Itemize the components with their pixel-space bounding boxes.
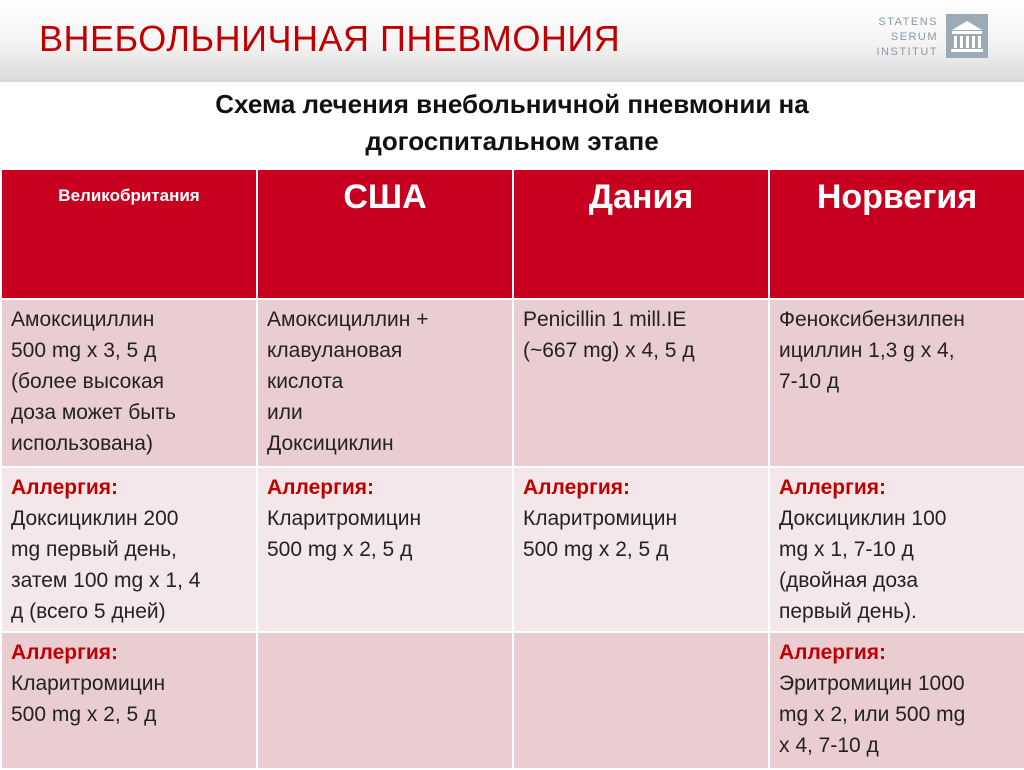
cell-line: mg первый день, [11, 538, 177, 561]
subtitle-line-2: догоспитальном этапе [365, 126, 659, 156]
cell-usa-allergy-1 [257, 467, 513, 632]
cell-line: Кларитромицин [523, 507, 678, 530]
cell-line: Penicillin 1 mill.IE [523, 308, 687, 331]
table-row-allergy-1 [1, 467, 1024, 632]
cell-denmark-first-line [513, 299, 769, 467]
cell-line: ициллин 1,3 g x 4, [779, 339, 955, 362]
header-uk: Великобритания [1, 169, 257, 299]
cell-line: 500 mg x 2, 5 д [523, 538, 669, 561]
allergy-label: Аллергия: [523, 476, 630, 499]
cell-line: 500 mg x 2, 5 д [267, 538, 413, 561]
cell-line: Эритромицин 1000 [779, 672, 965, 695]
cell-line: затем 100 mg x 1, 4 [11, 569, 201, 592]
cell-norway-allergy-2 [769, 632, 1024, 769]
cell-line: mg x 1, 7-10 д [779, 538, 914, 561]
slide-subtitle [0, 86, 1024, 160]
allergy-label: Аллергия: [11, 641, 118, 664]
cell-norway-allergy-1 [769, 467, 1024, 632]
cell-line: кислота [267, 370, 344, 393]
cell-line: д (всего 5 дней) [11, 600, 166, 623]
allergy-label: Аллергия: [779, 641, 886, 664]
logo-line-2: SERUM [890, 31, 938, 43]
cell-line: Амоксициллин + [267, 308, 429, 331]
cell-line: 7-10 д [779, 370, 840, 393]
cell-norway-first-line [769, 299, 1024, 467]
cell-line: 500 mg x 2, 5 д [11, 703, 157, 726]
institute-logo-text [858, 15, 938, 60]
cell-line: 500 mg x 3, 5 д [11, 339, 157, 362]
table-row-first-line [1, 299, 1024, 467]
cell-line: Кларитромицин [11, 672, 166, 695]
table-header-row [1, 169, 1024, 299]
cell-line: Доксициклин [267, 432, 394, 455]
subtitle-line-1: Схема лечения внебольничной пневмонии на [215, 89, 809, 119]
cell-line: Феноксибензилпен [779, 308, 965, 331]
cell-line: Амоксициллин [11, 308, 155, 331]
cell-line: или [267, 401, 303, 424]
cell-denmark-allergy-1 [513, 467, 769, 632]
institute-building-icon [946, 14, 988, 58]
table-row-allergy-2 [1, 632, 1024, 769]
cell-line: (~667 mg) x 4, 5 д [523, 339, 695, 362]
cell-line: первый день). [779, 600, 917, 623]
cell-uk-allergy-2 [1, 632, 257, 769]
header-norway: Норвегия [769, 169, 1024, 299]
treatment-regimen-table [0, 168, 1024, 770]
allergy-label: Аллергия: [267, 476, 374, 499]
cell-line: (более высокая [11, 370, 165, 393]
slide-title: ВНЕБОЛЬНИЧНАЯ ПНЕВМОНИЯ [39, 18, 621, 59]
cell-line: клавулановая [267, 339, 403, 362]
cell-line: Кларитромицин [267, 507, 422, 530]
cell-usa-first-line [257, 299, 513, 467]
logo-line-1: STATENS [878, 16, 938, 28]
cell-line: использована) [11, 432, 153, 455]
cell-line: Доксициклин 100 [779, 507, 947, 530]
header-denmark: Дания [513, 169, 769, 299]
header-usa: США [257, 169, 513, 299]
cell-line: x 4, 7-10 д [779, 734, 879, 757]
logo-line-3: INSTITUT [876, 46, 938, 58]
slide-header [0, 0, 1024, 82]
cell-line: Доксициклин 200 [11, 507, 179, 530]
cell-line: mg x 2, или 500 mg [779, 703, 966, 726]
cell-line: (двойная доза [779, 569, 919, 592]
cell-usa-allergy-2-empty [257, 632, 513, 769]
cell-uk-first-line [1, 299, 257, 467]
cell-uk-allergy-1 [1, 467, 257, 632]
cell-denmark-allergy-2-empty [513, 632, 769, 769]
allergy-label: Аллергия: [779, 476, 886, 499]
cell-line: доза может быть [11, 401, 176, 424]
allergy-label: Аллергия: [11, 476, 118, 499]
